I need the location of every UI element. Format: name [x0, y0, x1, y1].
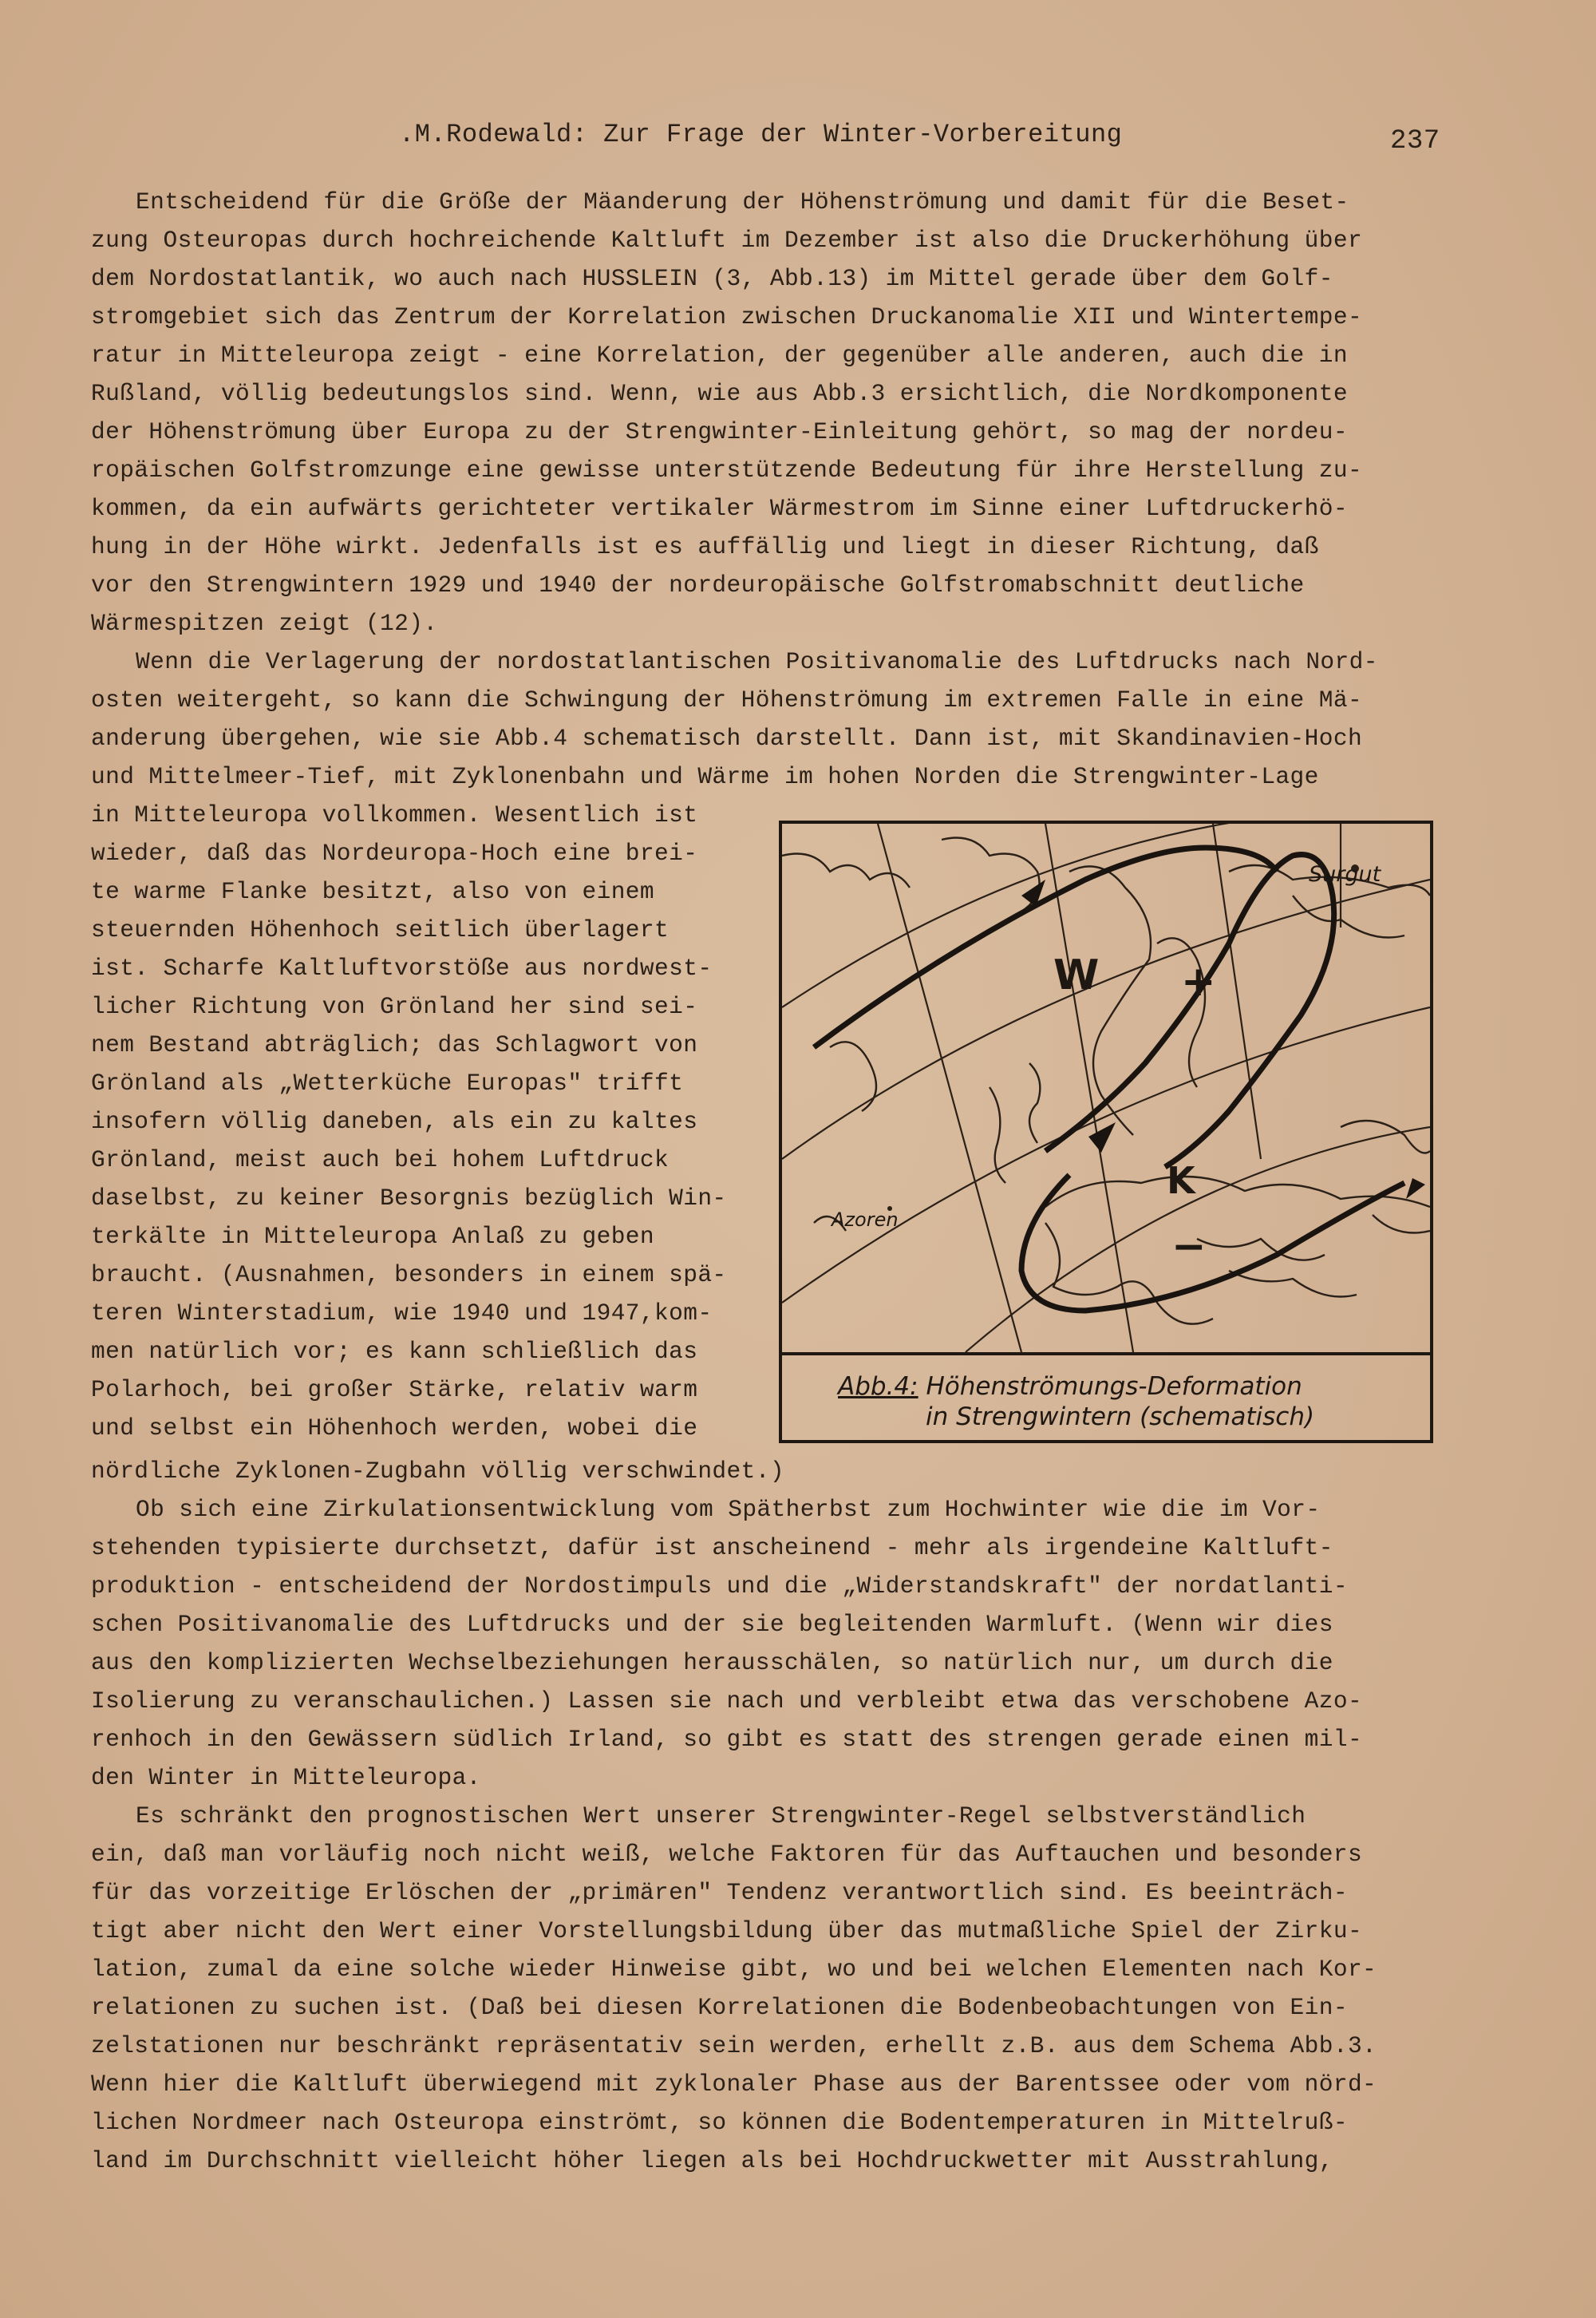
- warm-w-label: W: [1053, 951, 1100, 999]
- text-line: Ob sich eine Zirkulationsentwicklung vom Spätherbst zum Hochwinter wie die im Vor-: [136, 1496, 1321, 1523]
- header-title: .M.Rodewald: Zur Frage der Winter-Vorbereitung: [399, 120, 1123, 149]
- text-line: Wenn hier die Kaltluft überwiegend mit zyklonaler Phase aus der Barentssee oder vom nörd-: [91, 2071, 1377, 2098]
- text-line: men natürlich vor; es kann schließlich das: [91, 1338, 698, 1365]
- text-line: terkälte in Mitteleuropa Anlaß zu geben: [91, 1223, 655, 1250]
- text-line: der Höhenströmung über Europa zu der Strengwinter-Einleitung gehört, so mag der nordeu-: [91, 418, 1348, 445]
- text-line: nördliche Zyklonen-Zugbahn völlig verschwindet.): [91, 1458, 784, 1485]
- text-line: Grönland, meist auch bei hohem Luftdruck: [91, 1146, 670, 1173]
- text-line: lation, zumal da eine solche wieder Hinweise gibt, wo und bei welchen Elementen nach Kor-: [91, 1956, 1377, 1983]
- arrow-head-south: [1406, 1178, 1425, 1199]
- text-line: tigt aber nicht den Wert einer Vorstellungsbildung über das mutmaßliche Spiel der Zirku-: [91, 1917, 1363, 1944]
- text-line: zelstationen nur beschränkt repräsentativ sein werden, erhellt z.B. aus dem Schema Abb.3.: [91, 2032, 1377, 2059]
- text-line: te warme Flanke besitzt, also von einem: [91, 878, 655, 905]
- text-line: produktion - entscheidend der Nordostimpuls und die „Widerstandskraft" der nordatlanti-: [91, 1572, 1348, 1600]
- figure-id: Abb.4:: [838, 1372, 918, 1401]
- text-line: für das vorzeitige Erlöschen der „primären" Tendenz verantwortlich sind. Es beeinträch-: [91, 1879, 1348, 1906]
- cold-k-label: K: [1167, 1159, 1195, 1202]
- south-jet: [1021, 1175, 1404, 1311]
- text-line: Wenn die Verlagerung der nordostatlantischen Positivanomalie des Luftdrucks nach Nord-: [136, 648, 1378, 675]
- text-line: und selbst ein Höhenhoch werden, wobei die: [91, 1414, 698, 1442]
- text-line: und Mittelmeer-Tief, mit Zyklonenbahn und Wärme im hohen Norden die Strengwinter-Lage: [91, 763, 1319, 790]
- text-line: daselbst, zu keiner Besorgnis bezüglich Win-: [91, 1185, 727, 1212]
- text-line: relationen zu suchen ist. (Daß bei diesen Korrelationen die Bodenbeobachtungen von Ein-: [91, 1994, 1348, 2021]
- text-line: kommen, da ein aufwärts gerichteter vertikaler Wärmestrom im Sinne einer Luftdruckerhö-: [91, 495, 1348, 522]
- schematic-map: [782, 824, 1430, 1352]
- text-line: in Mitteleuropa vollkommen. Wesentlich ist: [91, 801, 698, 829]
- text-line: Entscheidend für die Größe der Mäanderung der Höhenströmung und damit für die Beset-: [136, 188, 1349, 216]
- caption-line-2: in Strengwintern (schematisch): [926, 1402, 1315, 1431]
- text-line: Rußland, völlig bedeutungslos sind. Wenn, wie aus Abb.3 ersichtlich, die Nordkomponente: [91, 380, 1348, 407]
- text-line: Polarhoch, bei großer Stärke, relativ warm: [91, 1376, 698, 1403]
- text-line: Es schränkt den prognostischen Wert unserer Strengwinter-Regel selbstverständlich: [136, 1802, 1306, 1829]
- text-line: teren Winterstadium, wie 1940 und 1947,kom-: [91, 1299, 713, 1327]
- text-line: ein, daß man vorläufig noch nicht weiß, welche Faktoren für das Auftauchen und besonders: [91, 1841, 1363, 1868]
- text-line: licher Richtung von Grönland her sind sei-: [91, 993, 698, 1020]
- text-line: lichen Nordmeer nach Osteuropa einströmt, so können die Bodentemperaturen in Mittelruß-: [91, 2109, 1348, 2136]
- text-line: aus den komplizierten Wechselbeziehungen herausschälen, so natürlich nur, um durch die: [91, 1649, 1333, 1676]
- page-number: 237: [1390, 126, 1440, 156]
- surgut-label: Surgut: [1309, 862, 1381, 887]
- text-line: ratur in Mitteleuropa zeigt - eine Korrelation, der gegenüber alle anderen, auch die in: [91, 342, 1348, 369]
- text-line: insofern völlig daneben, als ein zu kaltes: [91, 1108, 698, 1135]
- text-line: nem Bestand abträglich; das Schlagwort von: [91, 1031, 698, 1058]
- text-line: anderung übergehen, wie sie Abb.4 schematisch darstellt. Dann ist, mit Skandinavien-Hoch: [91, 725, 1363, 752]
- text-line: schen Positivanomalie des Luftdrucks und der sie begleitenden Warmluft. (Wenn wir dies: [91, 1611, 1333, 1638]
- low-minus-label: −: [1171, 1223, 1207, 1271]
- running-header: [0, 120, 1596, 168]
- arrow-head-mid: [1088, 1122, 1116, 1153]
- text-line: Isolierung zu veranschaulichen.) Lassen sie nach und verbleibt etwa das verschobene Azo-: [91, 1687, 1363, 1715]
- text-line: osten weitergeht, so kann die Schwingung der Höhenströmung im extremen Falle in eine Mä-: [91, 686, 1363, 714]
- text-line: stromgebiet sich das Zentrum der Korrelation zwischen Druckanomalie XII und Wintertempe-: [91, 303, 1363, 330]
- text-line: wieder, daß das Nordeuropa-Hoch eine brei-: [91, 840, 698, 867]
- text-line: land im Durchschnitt vielleicht höher liegen als bei Hochdruckwetter mit Ausstrahlung,: [91, 2147, 1333, 2174]
- high-plus-label: +: [1181, 958, 1216, 1006]
- text-line: steuernden Höhenhoch seitlich überlagert: [91, 916, 670, 943]
- figure-caption: [838, 1371, 1396, 1432]
- azoren-label: Azoren: [832, 1208, 899, 1231]
- caption-box: [782, 1352, 1430, 1443]
- text-line: vor den Strengwintern 1929 und 1940 der nordeuropäische Golfstromabschnitt deutliche: [91, 572, 1305, 599]
- text-line: ist. Scharfe Kaltluftvorstöße aus nordwest-: [91, 955, 713, 982]
- north-jet: [814, 848, 1277, 1047]
- high-ellipse: [1045, 855, 1334, 1167]
- text-line: Wärmespitzen zeigt (12).: [91, 610, 438, 637]
- figure-abb4: [779, 821, 1433, 1443]
- text-line: renhoch in den Gewässern südlich Irland, so gibt es statt des strengen gerade einen mil-: [91, 1726, 1363, 1753]
- text-line: ropäischen Golfstromzunge eine gewisse unterstützende Bedeutung für ihre Herstellung zu-: [91, 457, 1363, 484]
- text-line: braucht. (Ausnahmen, besonders in einem spä-: [91, 1261, 727, 1288]
- text-line: stehenden typisierte durchsetzt, dafür ist anscheinend - mehr als irgendeine Kaltluft-: [91, 1534, 1333, 1561]
- text-line: den Winter in Mitteleuropa.: [91, 1764, 481, 1791]
- caption-line-1: Höhenströmungs-Deformation: [926, 1372, 1302, 1401]
- text-line: Grönland als „Wetterküche Europas" trifft: [91, 1070, 684, 1097]
- text-line: dem Nordostatlantik, wo auch nach HUSSLEIN (3, Abb.13) im Mittel gerade über dem Golf-: [91, 265, 1333, 292]
- text-line: hung in der Höhe wirkt. Jedenfalls ist es auffällig und liegt in dieser Richtung, daß: [91, 533, 1319, 560]
- text-line: zung Osteuropas durch hochreichende Kaltluft im Dezember ist also die Druckerhöhung über: [91, 227, 1363, 254]
